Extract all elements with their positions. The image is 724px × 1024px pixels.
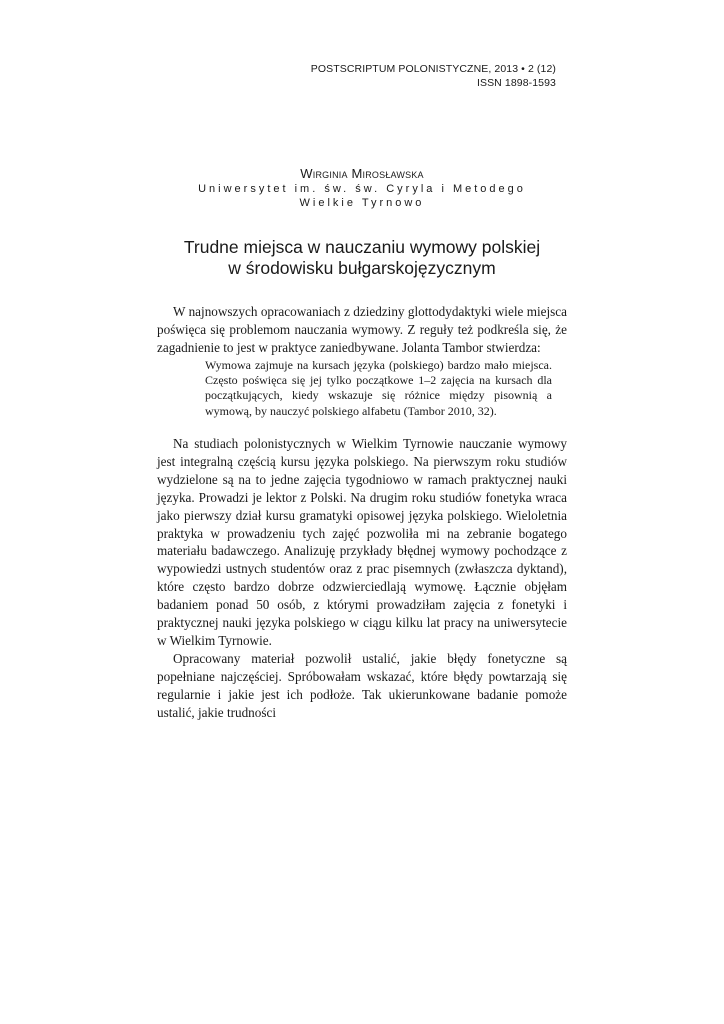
- title-line-1: Trudne miejsca w nauczaniu wymowy polskiej: [183, 237, 541, 257]
- author-block: [0, 166, 724, 210]
- author-name: Wirginia Mirosławska: [300, 166, 424, 181]
- intro-paragraph: W najnowszych opracowaniach z dziedziny glottodydaktyki wiele miejsca poświęca się problemom nauczania wymowy. Z reguły też podkreśla się, że zagadnienie to jest w praktyce zaniedbywane. Jolanta Tambor stwierdza:: [157, 304, 567, 355]
- issn: ISSN 1898-1593: [476, 77, 556, 89]
- main-section: [157, 435, 567, 722]
- title-line-2: w środowisku bułgarskojęzycznym: [228, 258, 496, 278]
- article-title: [0, 237, 724, 279]
- body-paragraph-2: Opracowany materiał pozwolił ustalić, jakie błędy fonetyczne są popełniane najczęściej. Spróbowałam wskazać, które błędy powtarzają się regularnie i jakie jest ich podłoże. Tak ukierunkowane badanie pomoże ustalić, jakie trudności: [157, 650, 567, 720]
- intro-section: [157, 303, 567, 357]
- body-paragraph-1: Na studiach polonistycznych w Wielkim Tyrnowie nauczanie wymowy jest integralną częścią kursu języka polskiego. Na pierwszym roku studiów wydzielone są na to jedne zajęcia tygodniowo w ramach praktycznej nauki języka. Prowadzi je lektor z Polski. Na drugim roku studiów fonetyka wraca jako pierwszy dział kursu gramatyki opisowej języka polskiego. Wieloletnia praktyka w prowadzeniu tych zajęć pozwoliła mi na zebranie bogatego materiału badawczego. Analizuję przykłady błędnej wymowy pochodzące z wypowiedzi ustnych studentów oraz z prac pisemnych (zwłaszcza dyktand), które często bardzo dobrze odzwierciedlają wymowę. Łącznie objęłam badaniem ponad 50 osób, z którymi prowadziłam zajęcia z fonetyki i praktycznej nauki języka polskiego w ciągu kilku lat pracy na uniwersytecie w Wielkim Tyrnowie.: [157, 436, 567, 648]
- journal-citation: POSTSCRIPTUM POLONISTYCZNE, 2013 • 2 (12): [310, 63, 556, 75]
- affiliation-city: Wielkie Tyrnowo: [299, 197, 425, 209]
- affiliation-university: Uniwersytet im. św. św. Cyryla i Metodego: [198, 183, 526, 195]
- block-quote: Wymowa zajmuje na kursach języka (polskiego) bardzo mało miejsca. Często poświęca się jej tylko początkowe 1–2 zajęcia na kursach dla początkujących, kiedy wskazuje się różnice między pisownią a wymową, by nauczyć polskiego alfabetu (Tambor 2010, 32).: [205, 358, 552, 418]
- journal-header: [311, 62, 556, 90]
